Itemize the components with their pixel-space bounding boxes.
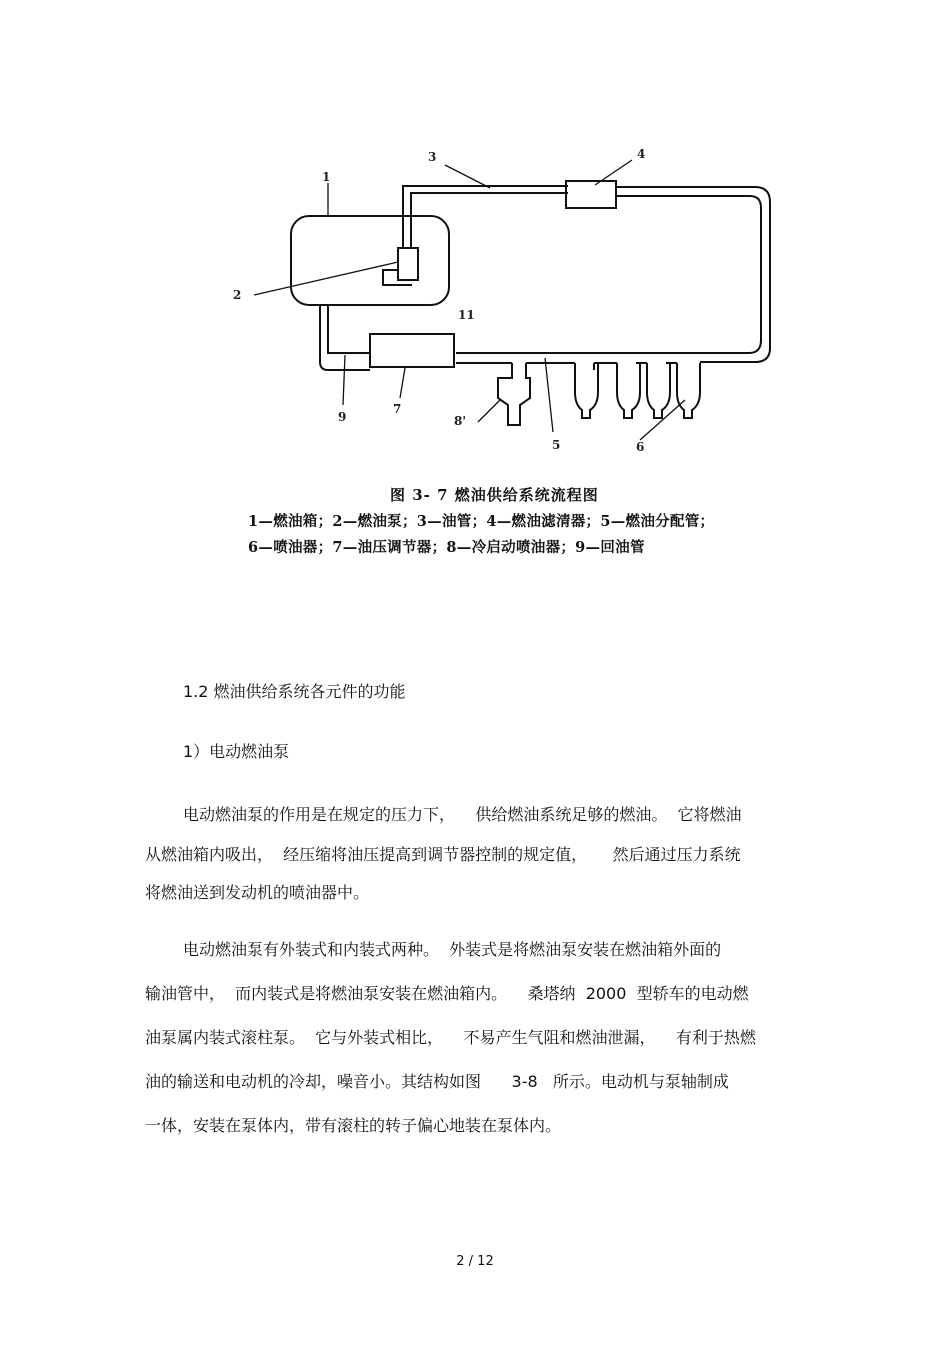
paragraph-1-line: 从燃油箱内吸出， 经压缩将油压提高到调节器控制的规定值， 然后通过压力系统 [145, 845, 741, 864]
pressure-regulator [370, 334, 454, 367]
diagram-label-4: 4 [637, 147, 646, 161]
cold-start-injector [498, 363, 530, 425]
diagram-label-7: 7 [393, 402, 402, 416]
injector-4 [677, 363, 700, 418]
fuel-pump [398, 248, 418, 280]
figure-caption-legend-2: 6—喷油器；7—油压调节器；8—冷启动喷油器；9—回油管 [248, 539, 645, 556]
paragraph-2-line: 油的输送和电动机的冷却，噪音小。其结构如图 3-8 所示。电动机与泵轴制成 [145, 1072, 729, 1091]
paragraph-1-line: 将燃油送到发动机的喷油器中。 [145, 883, 370, 902]
fuel-system-figure [0, 0, 950, 600]
paragraph-1-line: 电动燃油泵的作用是在规定的压力下， 供给燃油系统足够的燃油。 它将燃油 [183, 805, 742, 824]
subheading: 1）电动燃油泵 [183, 742, 290, 761]
diagram-label-5: 5 [552, 438, 561, 452]
paragraph-2-line: 一体，安装在泵体内，带有滚柱的转子偏心地装在泵体内。 [145, 1116, 562, 1135]
fuel-filter [566, 181, 616, 208]
diagram-label-2: 2 [233, 288, 242, 302]
injector-3 [647, 363, 670, 418]
section-heading: 1.2 燃油供给系统各元件的功能 [183, 682, 406, 701]
fuel-tank [291, 216, 449, 305]
diagram-label-8: 8' [454, 414, 467, 428]
injector-2 [617, 363, 640, 418]
paragraph-2-line: 油泵属内装式滚柱泵。 它与外装式相比， 不易产生气阻和燃油泄漏， 有利于热燃 [145, 1028, 756, 1047]
page-number: 2 / 12 [456, 1254, 494, 1269]
diagram-label-1: 1 [322, 170, 331, 184]
diagram-label-9: 9 [338, 410, 347, 424]
diagram-label-3: 3 [428, 150, 437, 164]
paragraph-2-line: 输油管中， 而内装式是将燃油泵安装在燃油箱内。 桑塔纳 2000 型轿车的电动燃 [145, 984, 749, 1003]
figure-caption-legend-1: 1—燃油箱；2—燃油泵；3—油管；4—燃油滤清器；5—燃油分配管； [248, 513, 715, 530]
injector-1 [575, 363, 598, 418]
figure-caption-title: 图 3- 7 燃油供给系统流程图 [390, 486, 599, 504]
diagram-label-6: 6 [636, 440, 645, 454]
diagram-label-11: 11 [458, 308, 475, 322]
paragraph-2-line: 电动燃油泵有外装式和内装式两种。 外装式是将燃油泵安装在燃油箱外面的 [183, 940, 722, 959]
